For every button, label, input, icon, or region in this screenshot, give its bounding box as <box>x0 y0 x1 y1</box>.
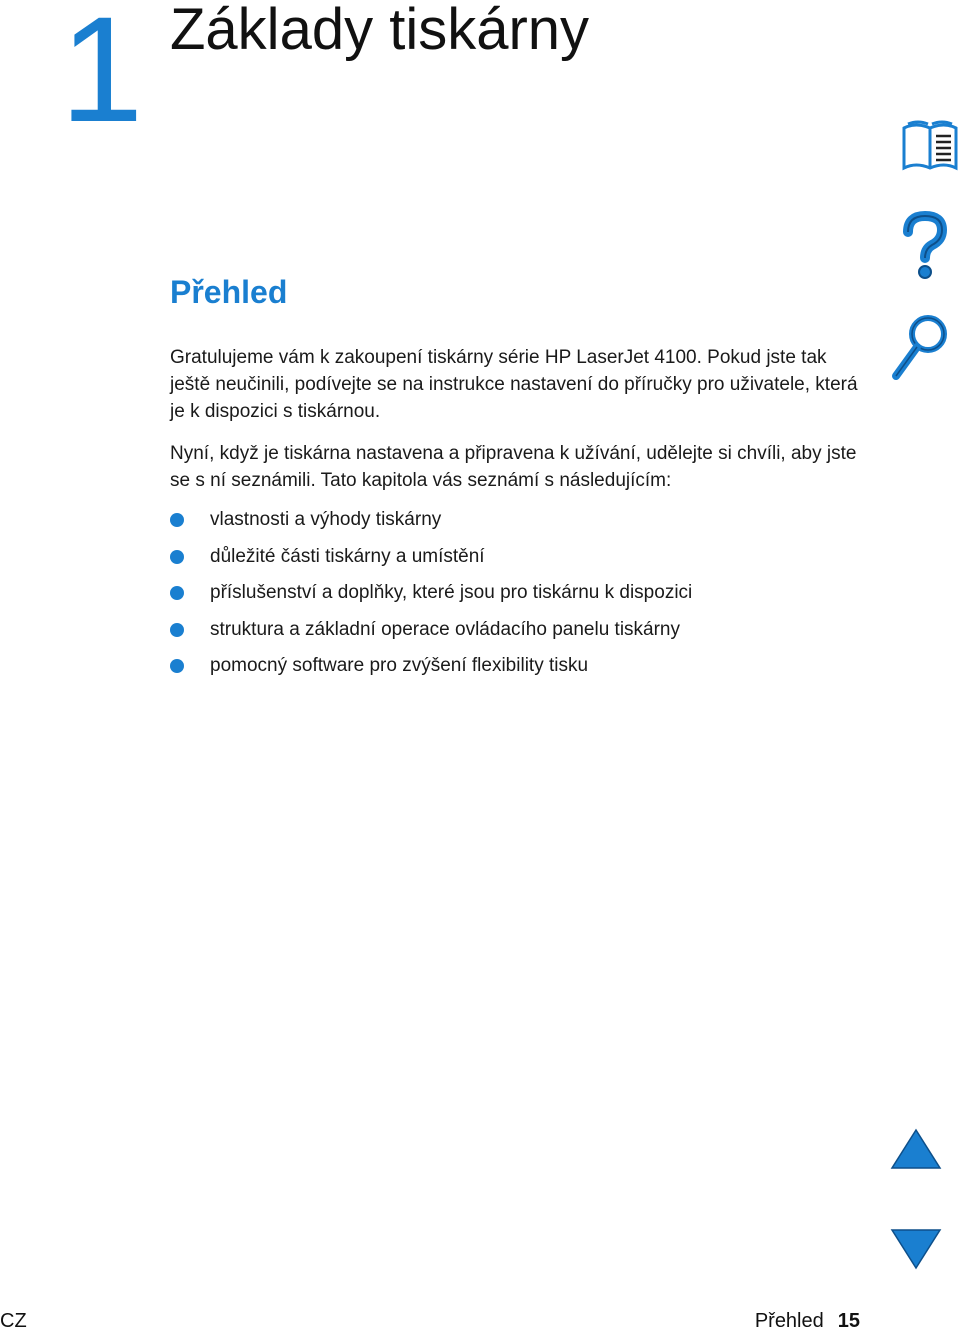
list-item-text: příslušenství a doplňky, které jsou pro tiskárnu k dispozici <box>210 582 693 603</box>
chapter-title: Základy tiskárny <box>170 0 590 62</box>
list-item <box>170 505 692 542</box>
list-item <box>170 651 692 688</box>
search-magnifier-icon[interactable] <box>890 312 950 384</box>
page-up-arrow-icon[interactable] <box>890 1128 942 1170</box>
intro-paragraph: Gratulujeme vám k zakoupení tiskárny série HP LaserJet 4100. Pokud jste tak ještě neučinili, podívejte se na instrukce nastavení do příručky pro uživatele, která je k dispozici s tiskárnou. <box>170 347 858 422</box>
bullet-icon <box>170 586 184 600</box>
footer-info <box>755 1310 860 1333</box>
list-item <box>170 615 692 652</box>
list-item-text: pomocný software pro zvýšení flexibility tisku <box>210 655 589 676</box>
bullet-icon <box>170 513 184 527</box>
section-title: Přehled <box>170 274 288 310</box>
list-item <box>170 578 692 615</box>
topic-list <box>170 505 692 688</box>
help-question-icon[interactable] <box>900 210 950 280</box>
list-item-text: důležité části tiskárny a umístění <box>210 545 485 567</box>
page-down-arrow-icon[interactable] <box>890 1228 942 1270</box>
overview-paragraph: Nyní, když je tiskárna nastavena a připravena k užívání, udělejte si chvíli, aby jste se s ní seznámili. Tato kapitola vás seznámí s následujícím: <box>170 443 857 491</box>
list-item <box>170 542 692 579</box>
footer-section: Přehled <box>754 1310 824 1332</box>
chapter-number: 1 <box>60 0 144 153</box>
footer-language: CZ <box>0 1310 27 1332</box>
page-number: 15 <box>837 1310 860 1332</box>
bullet-icon <box>170 550 184 564</box>
list-item-text: struktura a základní operace ovládacího panelu tiskárny <box>210 618 680 640</box>
side-navigation <box>890 0 960 1335</box>
bullet-icon <box>170 659 184 673</box>
book-icon[interactable] <box>900 118 960 174</box>
list-item-text: vlastnosti a výhody tiskárny <box>210 509 442 530</box>
bullet-icon <box>170 623 184 637</box>
